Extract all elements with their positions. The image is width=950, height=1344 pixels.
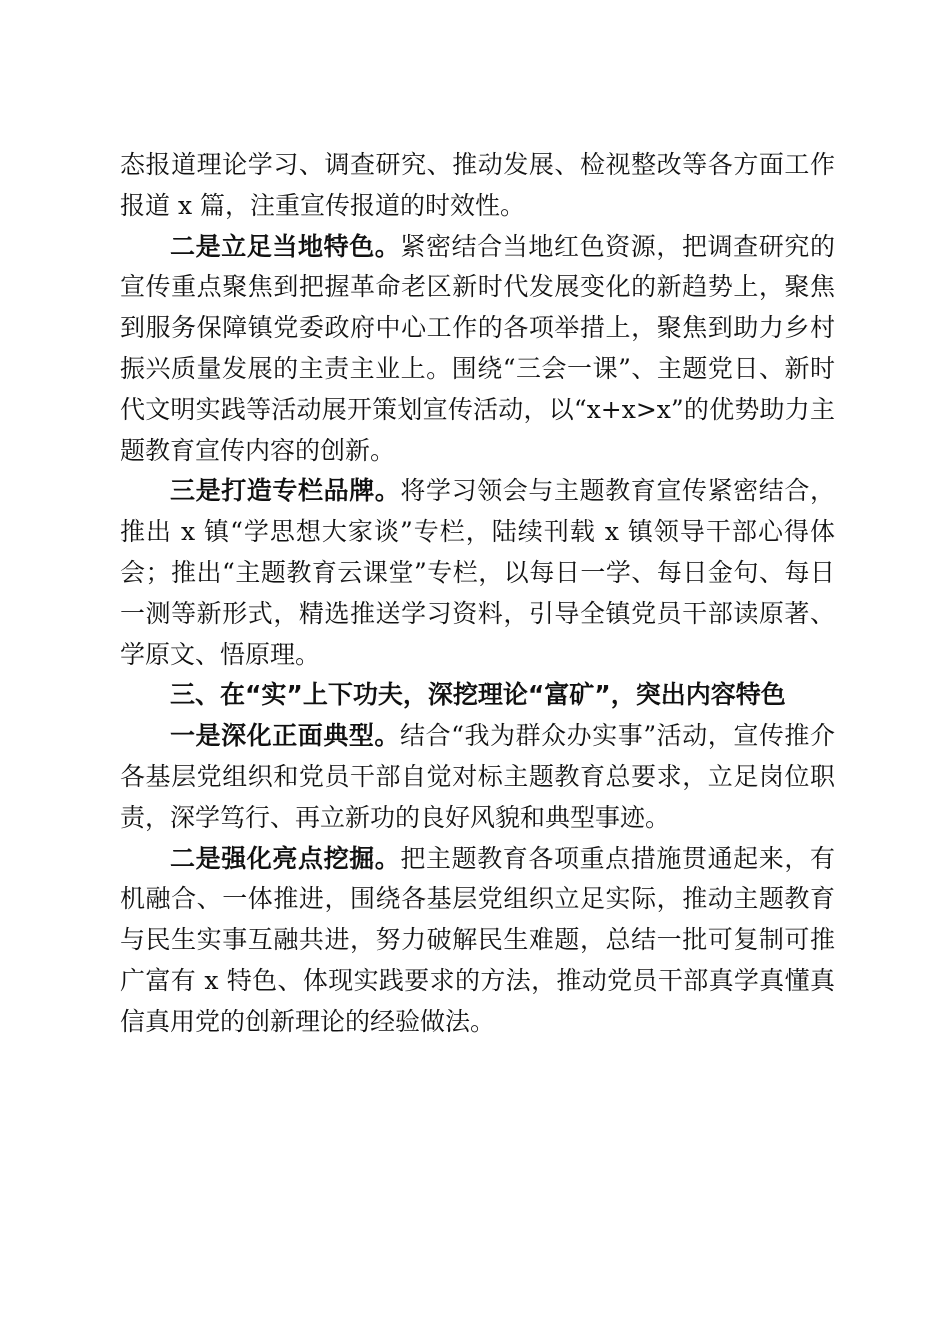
paragraph-text: 把主题教育各项重点措施贯通起来，有机融合、一体推进，围绕各基层党组织立足实际，推动主题教育与民生实事互融共进，努力破解民生难题，总结一批可复制可推广富有 x 特色、体现实践要求的方法，推动党员干部真学真懂真信真用党的创新理论的经验做法。 (120, 843, 835, 1036)
document-body (120, 145, 835, 1043)
paragraph-text: 将学习领会与主题教育宣传紧密结合，推出 x 镇“学思想大家谈”专栏，陆续刊载 x 镇领导干部心得体会；推出“主题教育云课堂”专栏，以每日一学、每日金句、每日一测等新形式，精选推送学习资料，引导全镇党员干部读原著、学原文、悟原理。 (120, 476, 835, 669)
section-heading: 三、在“实”上下功夫，深挖理论“富矿”，突出内容特色 (170, 680, 786, 710)
paragraph-text: 紧密结合当地红色资源，把调查研究的宣传重点聚焦到把握革命老区新时代发展变化的新趋势上，聚焦到服务保障镇党委政府中心工作的各项举措上，聚焦到助力乡村振兴质量发展的主责主业上。围绕“三会一课”、主题党日、新时代文明实践等活动展开策划宣传活动，以“x+x>x”的优势助力主题教育宣传内容的创新。 (120, 231, 835, 465)
paragraph-lead: 三是打造专栏品牌。 (170, 476, 401, 506)
paragraph-highlights (120, 839, 835, 1043)
paragraph-positive-models (120, 716, 835, 838)
paragraph-lead: 二是立足当地特色。 (170, 231, 401, 261)
paragraph-local-features (120, 227, 835, 472)
paragraph-lead: 二是强化亮点挖掘。 (170, 843, 401, 873)
paragraph-text: 态报道理论学习、调查研究、推动发展、检视整改等各方面工作报道 x 篇，注重宣传报道的时效性。 (120, 150, 835, 220)
paragraph-continuation (120, 145, 835, 227)
paragraph-text: 结合“我为群众办实事”活动，宣传推介各基层党组织和党员干部自觉对标主题教育总要求，立足岗位职责，深学笃行、再立新功的良好风貌和典型事迹。 (120, 721, 835, 832)
paragraph-lead: 一是深化正面典型。 (170, 721, 400, 751)
paragraph-column-brand (120, 471, 835, 675)
